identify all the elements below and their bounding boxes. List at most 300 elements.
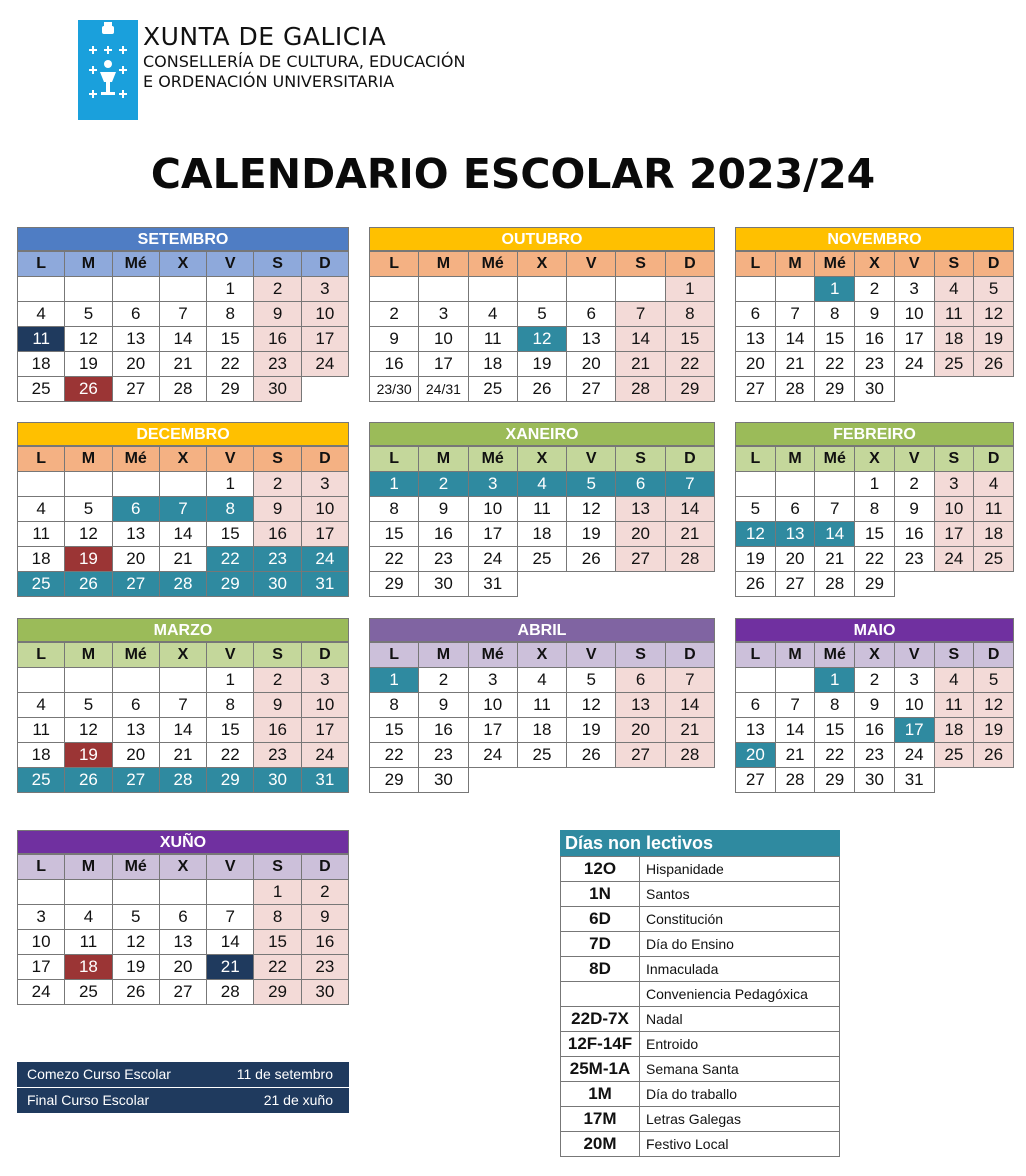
day-cell: 16 — [855, 718, 895, 743]
day-cell: 2 — [855, 668, 895, 693]
day-cell: 31 — [468, 572, 517, 597]
day-cell: 6 — [112, 693, 159, 718]
day-cell: 30 — [855, 768, 895, 793]
month-table — [735, 251, 1014, 402]
empty-cell — [974, 572, 1014, 597]
galicia-coat-of-arms-icon — [78, 20, 138, 120]
legend-code: 1M — [561, 1082, 640, 1107]
legend-code: 12O — [561, 857, 640, 882]
day-cell: 27 — [112, 572, 159, 597]
day-cell: 27 — [616, 743, 665, 768]
weekday-label: M — [65, 447, 112, 472]
day-cell: 25 — [18, 572, 65, 597]
legend-description: Inmaculada — [640, 957, 840, 982]
weekday-label: S — [254, 252, 301, 277]
day-cell: 12 — [65, 718, 112, 743]
day-cell: 11 — [934, 302, 974, 327]
empty-cell — [112, 880, 159, 905]
legend-row — [561, 982, 840, 1007]
day-cell: 11 — [934, 693, 974, 718]
day-cell: 9 — [301, 905, 348, 930]
day-cell: 6 — [616, 668, 665, 693]
day-cell: 8 — [815, 302, 855, 327]
day-cell: 18 — [934, 718, 974, 743]
day-cell: 19 — [567, 522, 616, 547]
day-cell: 2 — [419, 472, 468, 497]
empty-cell — [616, 277, 665, 302]
empty-cell — [934, 768, 974, 793]
empty-cell — [775, 277, 815, 302]
empty-cell — [468, 277, 517, 302]
day-cell: 19 — [736, 547, 776, 572]
day-cell: 7 — [665, 472, 714, 497]
legend-row — [561, 1132, 840, 1157]
empty-cell — [112, 472, 159, 497]
day-cell: 16 — [855, 327, 895, 352]
day-cell: 6 — [159, 905, 206, 930]
day-cell: 23 — [419, 547, 468, 572]
day-cell: 17 — [468, 718, 517, 743]
day-cell: 8 — [207, 302, 254, 327]
day-cell: 27 — [567, 377, 616, 402]
day-cell: 12 — [65, 522, 112, 547]
month-decembro — [17, 422, 349, 597]
day-cell: 13 — [112, 327, 159, 352]
course-start-label: Comezo Curso Escolar — [27, 1066, 171, 1082]
weekday-label: X — [159, 643, 206, 668]
day-cell: 26 — [736, 572, 776, 597]
day-cell: 17 — [18, 955, 65, 980]
day-cell: 2 — [254, 668, 301, 693]
day-cell: 24 — [18, 980, 65, 1005]
week-row — [736, 522, 1014, 547]
day-cell: 15 — [665, 327, 714, 352]
day-cell: 20 — [112, 743, 159, 768]
legend-code: 25M-1A — [561, 1057, 640, 1082]
day-cell: 18 — [517, 522, 566, 547]
course-dates-box — [17, 1062, 349, 1113]
day-cell: 14 — [815, 522, 855, 547]
day-cell: 15 — [207, 327, 254, 352]
day-cell: 2 — [254, 277, 301, 302]
day-cell: 14 — [665, 693, 714, 718]
day-cell: 23 — [855, 743, 895, 768]
day-cell: 28 — [665, 547, 714, 572]
day-cell: 31 — [894, 768, 934, 793]
day-cell: 8 — [254, 905, 301, 930]
day-cell: 3 — [419, 302, 468, 327]
day-cell: 8 — [370, 693, 419, 718]
org-header — [143, 22, 465, 92]
day-cell: 9 — [855, 302, 895, 327]
day-cell: 18 — [65, 955, 112, 980]
day-cell: 31 — [301, 572, 348, 597]
weekday-header-row — [736, 252, 1014, 277]
day-cell: 23 — [254, 547, 301, 572]
month-table — [369, 251, 715, 402]
day-cell: 4 — [18, 497, 65, 522]
legend-table — [560, 856, 840, 1157]
legend-title: Días non lectivos — [560, 830, 840, 856]
weekday-label: S — [934, 447, 974, 472]
month-marzo — [17, 618, 349, 793]
empty-cell — [616, 572, 665, 597]
day-cell: 30 — [254, 572, 301, 597]
day-cell: 23 — [254, 352, 301, 377]
day-cell: 16 — [301, 930, 348, 955]
day-cell: 6 — [616, 472, 665, 497]
day-cell: 17 — [301, 522, 348, 547]
empty-cell — [18, 880, 65, 905]
day-cell: 24 — [894, 743, 934, 768]
day-cell: 17 — [894, 327, 934, 352]
month-table — [17, 854, 349, 1005]
day-cell: 26 — [65, 377, 112, 402]
weekday-label: M — [65, 643, 112, 668]
weekday-label: D — [301, 252, 348, 277]
day-cell: 30 — [855, 377, 895, 402]
day-cell: 3 — [934, 472, 974, 497]
month-title: NOVEMBRO — [735, 227, 1014, 251]
week-row — [18, 668, 349, 693]
course-start-value: 11 de setembro — [236, 1066, 333, 1082]
day-cell: 3 — [301, 472, 348, 497]
legend-row — [561, 857, 840, 882]
month-xaneiro — [369, 422, 715, 597]
day-cell: 2 — [855, 277, 895, 302]
day-cell: 11 — [517, 497, 566, 522]
day-cell: 19 — [65, 547, 112, 572]
day-cell: 1 — [855, 472, 895, 497]
legend-row — [561, 1007, 840, 1032]
weekday-label: S — [254, 447, 301, 472]
week-row — [370, 547, 715, 572]
legend-code: 7D — [561, 932, 640, 957]
day-cell: 8 — [207, 693, 254, 718]
weekday-label: V — [207, 643, 254, 668]
day-cell: 16 — [419, 718, 468, 743]
weekday-label: D — [974, 643, 1014, 668]
empty-cell — [65, 472, 112, 497]
weekday-label: M — [775, 447, 815, 472]
day-cell: 9 — [894, 497, 934, 522]
day-cell: 30 — [254, 377, 301, 402]
weekday-header-row — [370, 447, 715, 472]
empty-cell — [159, 472, 206, 497]
day-cell: 13 — [616, 497, 665, 522]
weekday-label: D — [974, 252, 1014, 277]
day-cell: 25 — [974, 547, 1014, 572]
day-cell: 17 — [468, 522, 517, 547]
day-cell: 24/31 — [419, 377, 468, 402]
weekday-label: S — [934, 643, 974, 668]
day-cell: 26 — [517, 377, 566, 402]
day-cell: 26 — [112, 980, 159, 1005]
day-cell: 8 — [207, 497, 254, 522]
week-row — [736, 668, 1014, 693]
day-cell: 28 — [775, 377, 815, 402]
empty-cell — [567, 768, 616, 793]
day-cell: 14 — [159, 718, 206, 743]
day-cell: 15 — [207, 522, 254, 547]
legend-row — [561, 1057, 840, 1082]
empty-cell — [18, 472, 65, 497]
week-row — [370, 327, 715, 352]
day-cell: 10 — [301, 497, 348, 522]
weekday-label: X — [855, 643, 895, 668]
day-cell: 21 — [775, 352, 815, 377]
week-row — [18, 743, 349, 768]
day-cell: 9 — [855, 693, 895, 718]
day-cell: 13 — [112, 522, 159, 547]
day-cell: 6 — [775, 497, 815, 522]
week-row — [18, 905, 349, 930]
day-cell: 27 — [736, 768, 776, 793]
day-cell: 17 — [934, 522, 974, 547]
empty-cell — [65, 880, 112, 905]
month-outubro — [369, 227, 715, 402]
day-cell: 17 — [301, 718, 348, 743]
day-cell: 19 — [65, 352, 112, 377]
day-cell: 22 — [370, 547, 419, 572]
day-cell: 7 — [207, 905, 254, 930]
legend-description: Nadal — [640, 1007, 840, 1032]
day-cell: 9 — [254, 497, 301, 522]
week-row — [18, 930, 349, 955]
day-cell: 4 — [468, 302, 517, 327]
day-cell: 24 — [468, 743, 517, 768]
month-title: MAIO — [735, 618, 1014, 642]
weekday-label: D — [665, 252, 714, 277]
weekday-label: S — [934, 252, 974, 277]
weekday-label: D — [665, 643, 714, 668]
day-cell: 8 — [855, 497, 895, 522]
day-cell: 7 — [616, 302, 665, 327]
week-row — [18, 277, 349, 302]
day-cell: 25 — [934, 352, 974, 377]
day-cell: 11 — [468, 327, 517, 352]
day-cell: 29 — [855, 572, 895, 597]
day-cell: 9 — [419, 497, 468, 522]
week-row — [18, 693, 349, 718]
dept-line-1: CONSELLERÍA DE CULTURA, EDUCACIÓN — [143, 52, 466, 71]
day-cell: 16 — [419, 522, 468, 547]
day-cell: 1 — [207, 277, 254, 302]
day-cell: 30 — [419, 768, 468, 793]
legend-description: Entroido — [640, 1032, 840, 1057]
week-row — [736, 352, 1014, 377]
weekday-label: D — [301, 643, 348, 668]
week-row — [736, 497, 1014, 522]
weekday-header-row — [736, 643, 1014, 668]
day-cell: 18 — [468, 352, 517, 377]
day-cell: 25 — [18, 768, 65, 793]
week-row — [736, 768, 1014, 793]
day-cell: 25 — [65, 980, 112, 1005]
day-cell: 23 — [855, 352, 895, 377]
day-cell: 3 — [894, 668, 934, 693]
day-cell: 11 — [65, 930, 112, 955]
day-cell: 7 — [159, 693, 206, 718]
weekday-label: V — [567, 447, 616, 472]
day-cell: 21 — [159, 743, 206, 768]
day-cell: 29 — [370, 768, 419, 793]
day-cell: 28 — [159, 768, 206, 793]
weekday-label: V — [567, 252, 616, 277]
empty-cell — [517, 768, 566, 793]
weekday-label: X — [517, 252, 566, 277]
day-cell: 1 — [665, 277, 714, 302]
legend-row — [561, 907, 840, 932]
day-cell: 2 — [254, 472, 301, 497]
day-cell: 19 — [65, 743, 112, 768]
day-cell: 22 — [665, 352, 714, 377]
weekday-label: V — [567, 643, 616, 668]
day-cell: 12 — [736, 522, 776, 547]
day-cell: 25 — [468, 377, 517, 402]
empty-cell — [616, 768, 665, 793]
day-cell: 16 — [370, 352, 419, 377]
weekday-label: V — [207, 447, 254, 472]
legend-description: Día do Ensino — [640, 932, 840, 957]
week-row — [18, 547, 349, 572]
day-cell: 16 — [894, 522, 934, 547]
day-cell: 29 — [665, 377, 714, 402]
day-cell: 3 — [301, 277, 348, 302]
empty-cell — [517, 572, 566, 597]
empty-cell — [894, 572, 934, 597]
day-cell: 27 — [775, 572, 815, 597]
day-cell: 10 — [468, 497, 517, 522]
week-row — [736, 547, 1014, 572]
week-row — [18, 980, 349, 1005]
empty-cell — [370, 277, 419, 302]
week-row — [18, 472, 349, 497]
day-cell: 1 — [370, 668, 419, 693]
empty-cell — [736, 277, 776, 302]
day-cell: 29 — [207, 572, 254, 597]
legend-code: 1N — [561, 882, 640, 907]
month-table — [17, 251, 349, 402]
day-cell: 7 — [159, 302, 206, 327]
day-cell: 28 — [159, 572, 206, 597]
day-cell: 4 — [517, 472, 566, 497]
day-cell: 18 — [18, 547, 65, 572]
day-cell: 22 — [207, 743, 254, 768]
week-row — [370, 472, 715, 497]
day-cell: 28 — [815, 572, 855, 597]
day-cell: 29 — [207, 377, 254, 402]
day-cell: 20 — [736, 352, 776, 377]
day-cell: 4 — [934, 668, 974, 693]
legend-description: Día do traballo — [640, 1082, 840, 1107]
legend-description: Semana Santa — [640, 1057, 840, 1082]
day-cell: 12 — [567, 693, 616, 718]
weekday-label: V — [207, 855, 254, 880]
day-cell: 8 — [665, 302, 714, 327]
day-cell: 9 — [419, 693, 468, 718]
page-title: CALENDARIO ESCOLAR 2023/24 — [150, 150, 876, 198]
weekday-label: Mé — [112, 447, 159, 472]
empty-cell — [112, 668, 159, 693]
week-row — [18, 522, 349, 547]
day-cell: 19 — [567, 718, 616, 743]
legend-code: 22D-7X — [561, 1007, 640, 1032]
day-cell: 17 — [301, 327, 348, 352]
month-xuño — [17, 830, 349, 1005]
week-row — [736, 302, 1014, 327]
day-cell: 23 — [301, 955, 348, 980]
month-title: OUTUBRO — [369, 227, 715, 251]
day-cell: 27 — [736, 377, 776, 402]
week-row — [736, 718, 1014, 743]
day-cell: 27 — [616, 547, 665, 572]
legend-row — [561, 957, 840, 982]
week-row — [370, 522, 715, 547]
day-cell: 26 — [65, 768, 112, 793]
day-cell: 14 — [665, 497, 714, 522]
day-cell: 5 — [112, 905, 159, 930]
month-novembro — [735, 227, 1014, 402]
month-title: MARZO — [17, 618, 349, 642]
weekday-label: L — [736, 252, 776, 277]
empty-cell — [159, 668, 206, 693]
day-cell: 28 — [159, 377, 206, 402]
weekday-label: Mé — [815, 447, 855, 472]
week-row — [736, 377, 1014, 402]
month-table — [369, 642, 715, 793]
day-cell: 21 — [775, 743, 815, 768]
empty-cell — [301, 377, 348, 402]
legend-description: Festivo Local — [640, 1132, 840, 1157]
day-cell: 22 — [815, 743, 855, 768]
weekday-label: L — [736, 643, 776, 668]
day-cell: 15 — [254, 930, 301, 955]
day-cell: 3 — [468, 668, 517, 693]
empty-cell — [567, 277, 616, 302]
week-row — [736, 472, 1014, 497]
day-cell: 5 — [567, 668, 616, 693]
day-cell: 21 — [207, 955, 254, 980]
weekday-label: D — [974, 447, 1014, 472]
weekday-label: X — [517, 643, 566, 668]
week-row — [18, 302, 349, 327]
day-cell: 5 — [974, 277, 1014, 302]
empty-cell — [468, 768, 517, 793]
empty-cell — [974, 377, 1014, 402]
day-cell: 19 — [112, 955, 159, 980]
day-cell: 15 — [370, 522, 419, 547]
day-cell: 13 — [736, 718, 776, 743]
weekday-label: M — [419, 447, 468, 472]
day-cell: 26 — [974, 743, 1014, 768]
empty-cell — [567, 572, 616, 597]
day-cell: 1 — [207, 472, 254, 497]
course-end-value: 21 de xuño — [263, 1092, 333, 1108]
month-title: ABRIL — [369, 618, 715, 642]
weekday-label: X — [855, 447, 895, 472]
day-cell: 28 — [616, 377, 665, 402]
day-cell: 27 — [159, 980, 206, 1005]
day-cell: 12 — [974, 302, 1014, 327]
empty-cell — [974, 768, 1014, 793]
month-title: DECEMBRO — [17, 422, 349, 446]
weekday-label: D — [301, 855, 348, 880]
day-cell: 13 — [159, 930, 206, 955]
month-table — [17, 446, 349, 597]
weekday-label: S — [616, 252, 665, 277]
day-cell: 19 — [974, 718, 1014, 743]
